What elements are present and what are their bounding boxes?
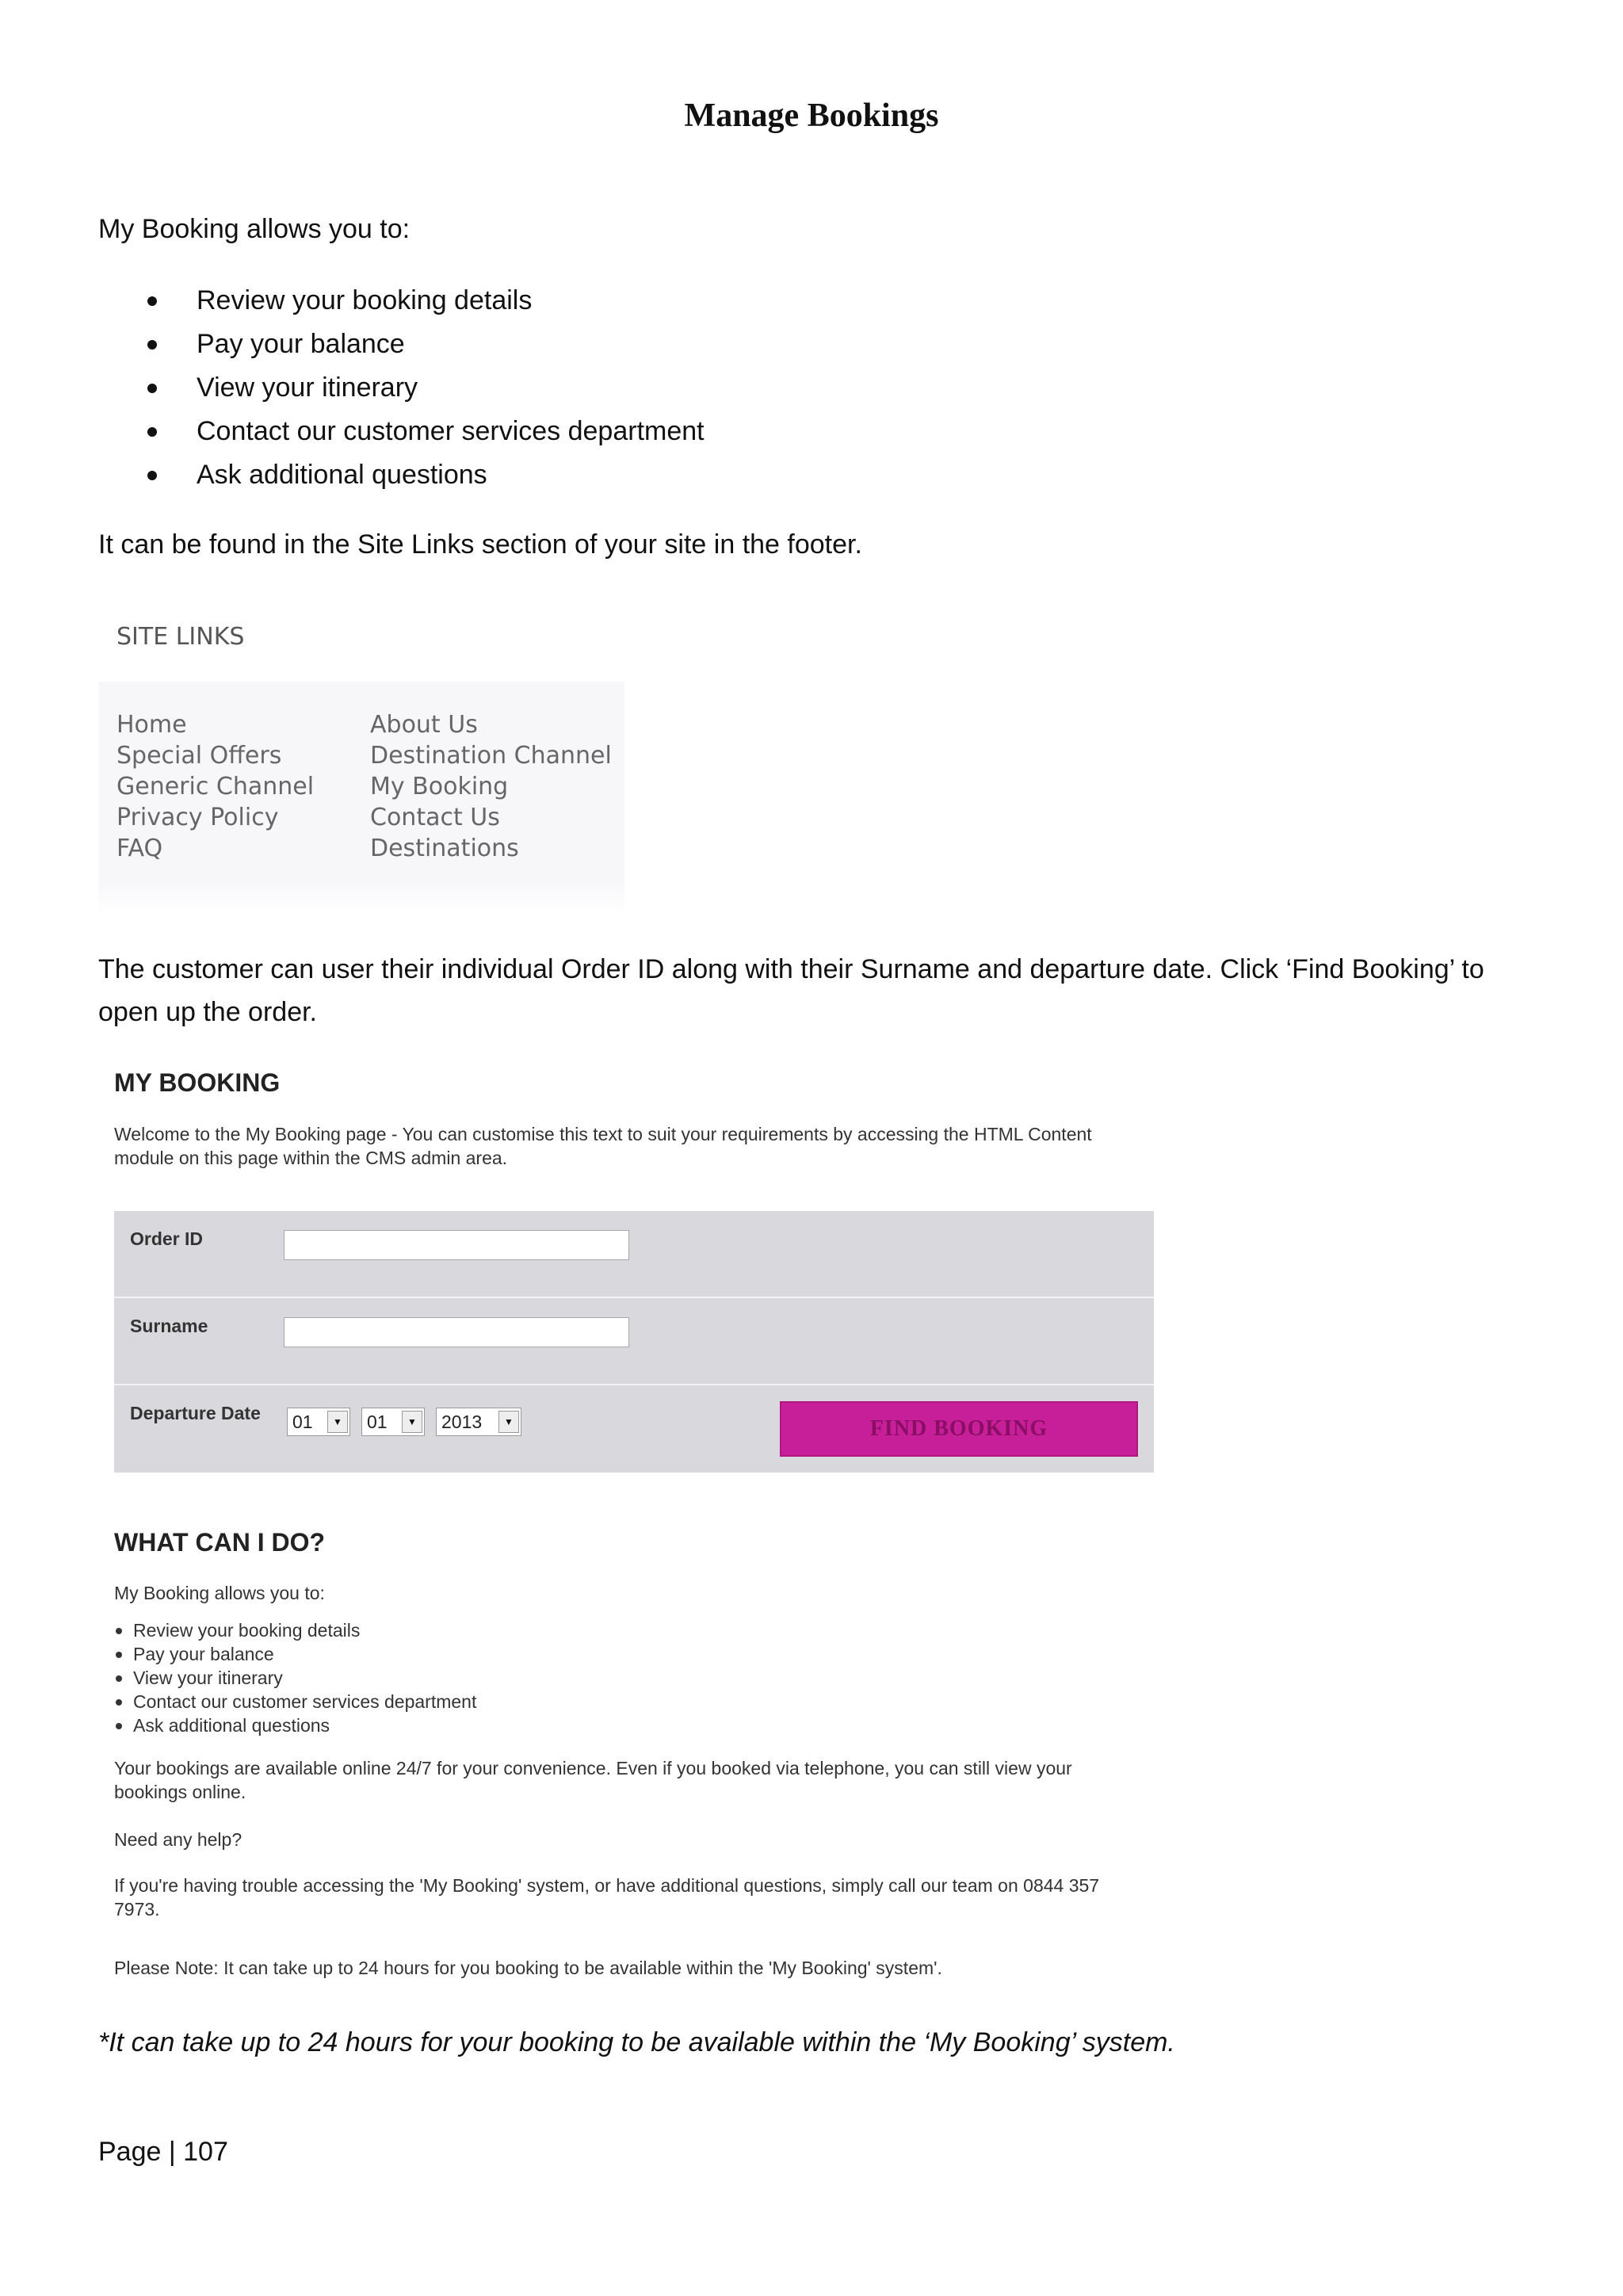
site-links-column-1 — [116, 709, 314, 864]
bullet-icon — [147, 471, 157, 480]
site-link[interactable]: Destination Channel — [370, 742, 612, 770]
site-link[interactable]: Privacy Policy — [116, 804, 279, 831]
found-text: It can be found in the Site Links section of your site in the footer. — [98, 529, 862, 560]
site-link[interactable]: Contact Us — [370, 804, 500, 831]
list-item: Pay your balance — [98, 327, 705, 371]
please-note-text: Please Note: It can take up to 24 hours for you booking to be available within the 'My Booking' system'. — [114, 1958, 942, 1978]
site-link[interactable]: Generic Channel — [116, 773, 315, 800]
feature-list — [98, 284, 705, 502]
help-heading: Need any help? — [114, 1829, 242, 1850]
site-links-column-2 — [370, 709, 612, 864]
page-number: Page | 107 — [98, 2137, 228, 2167]
availability-text: Your bookings are available online 24/7 for your convenience. Even if you booked via telephone, you can still view your bookings online. — [114, 1758, 1072, 1802]
availability-note: *It can take up to 24 hours for your booking to be available within the ‘My Booking’ system. — [98, 2027, 1175, 2057]
site-links-heading: SITE LINKS — [116, 623, 245, 651]
what-can-i-do-heading: WHAT CAN I DO? — [114, 1528, 326, 1557]
site-link[interactable]: Home — [116, 711, 187, 739]
bullet-icon — [147, 296, 157, 306]
bullet-icon — [147, 384, 157, 393]
year-select[interactable]: 2013 ▼ — [436, 1408, 521, 1436]
site-link[interactable]: Destinations — [370, 835, 519, 862]
chevron-down-icon[interactable]: ▼ — [498, 1411, 519, 1433]
chevron-down-icon[interactable]: ▼ — [327, 1411, 348, 1433]
list-item: Pay your balance — [114, 1642, 476, 1666]
departure-date-label: Departure Date — [130, 1403, 261, 1423]
list-item: Contact our customer services department — [98, 415, 705, 458]
site-link[interactable]: Special Offers — [116, 742, 282, 770]
site-link[interactable]: About Us — [370, 711, 478, 739]
list-item: View your itinerary — [98, 371, 705, 415]
surname-label: Surname — [130, 1316, 208, 1336]
intro-text: My Booking allows you to: — [98, 214, 411, 244]
bullet-icon — [147, 427, 157, 437]
order-id-row — [114, 1211, 1154, 1297]
surname-row — [114, 1298, 1154, 1384]
my-booking-feature-list — [114, 1618, 476, 1737]
site-link-my-booking[interactable]: My Booking — [370, 773, 509, 800]
chevron-down-icon[interactable]: ▼ — [402, 1411, 422, 1433]
surname-input[interactable] — [284, 1317, 629, 1347]
order-id-label: Order ID — [130, 1228, 204, 1249]
list-item: Review your booking details — [98, 284, 705, 327]
customer-instructions: The customer can user their individual Order ID along with their Surname and departure date. Click ‘Find Booking’ to open up the order. — [98, 954, 1484, 1027]
list-item: Review your booking details — [114, 1618, 476, 1642]
page-title: Manage Bookings — [684, 97, 939, 134]
welcome-text: Welcome to the My Booking page - You can customise this text to suit your requirements by accessing the HTML Content module on this page within the CMS admin area. — [114, 1124, 1092, 1168]
day-select[interactable]: 01 ▼ — [287, 1408, 350, 1436]
bullet-icon — [147, 340, 157, 350]
my-booking-panel — [98, 1054, 1144, 2002]
order-id-input[interactable] — [284, 1230, 629, 1260]
list-item: Ask additional questions — [114, 1713, 476, 1737]
month-select[interactable]: 01 ▼ — [361, 1408, 425, 1436]
site-links-panel — [98, 610, 624, 915]
booking-form — [114, 1211, 1154, 1473]
my-booking-heading: MY BOOKING — [114, 1068, 281, 1097]
departure-row — [114, 1385, 1154, 1471]
site-link[interactable]: FAQ — [116, 835, 163, 862]
find-booking-button[interactable]: FIND BOOKING — [780, 1401, 1138, 1457]
allows-text: My Booking allows you to: — [114, 1583, 325, 1603]
list-item: View your itinerary — [114, 1666, 476, 1690]
trouble-text: If you're having trouble accessing the 'My Booking' system, or have additional questions, simply call our team on 0844 357 7973. — [114, 1875, 1100, 1920]
list-item: Ask additional questions — [98, 458, 705, 502]
list-item: Contact our customer services department — [114, 1690, 476, 1713]
